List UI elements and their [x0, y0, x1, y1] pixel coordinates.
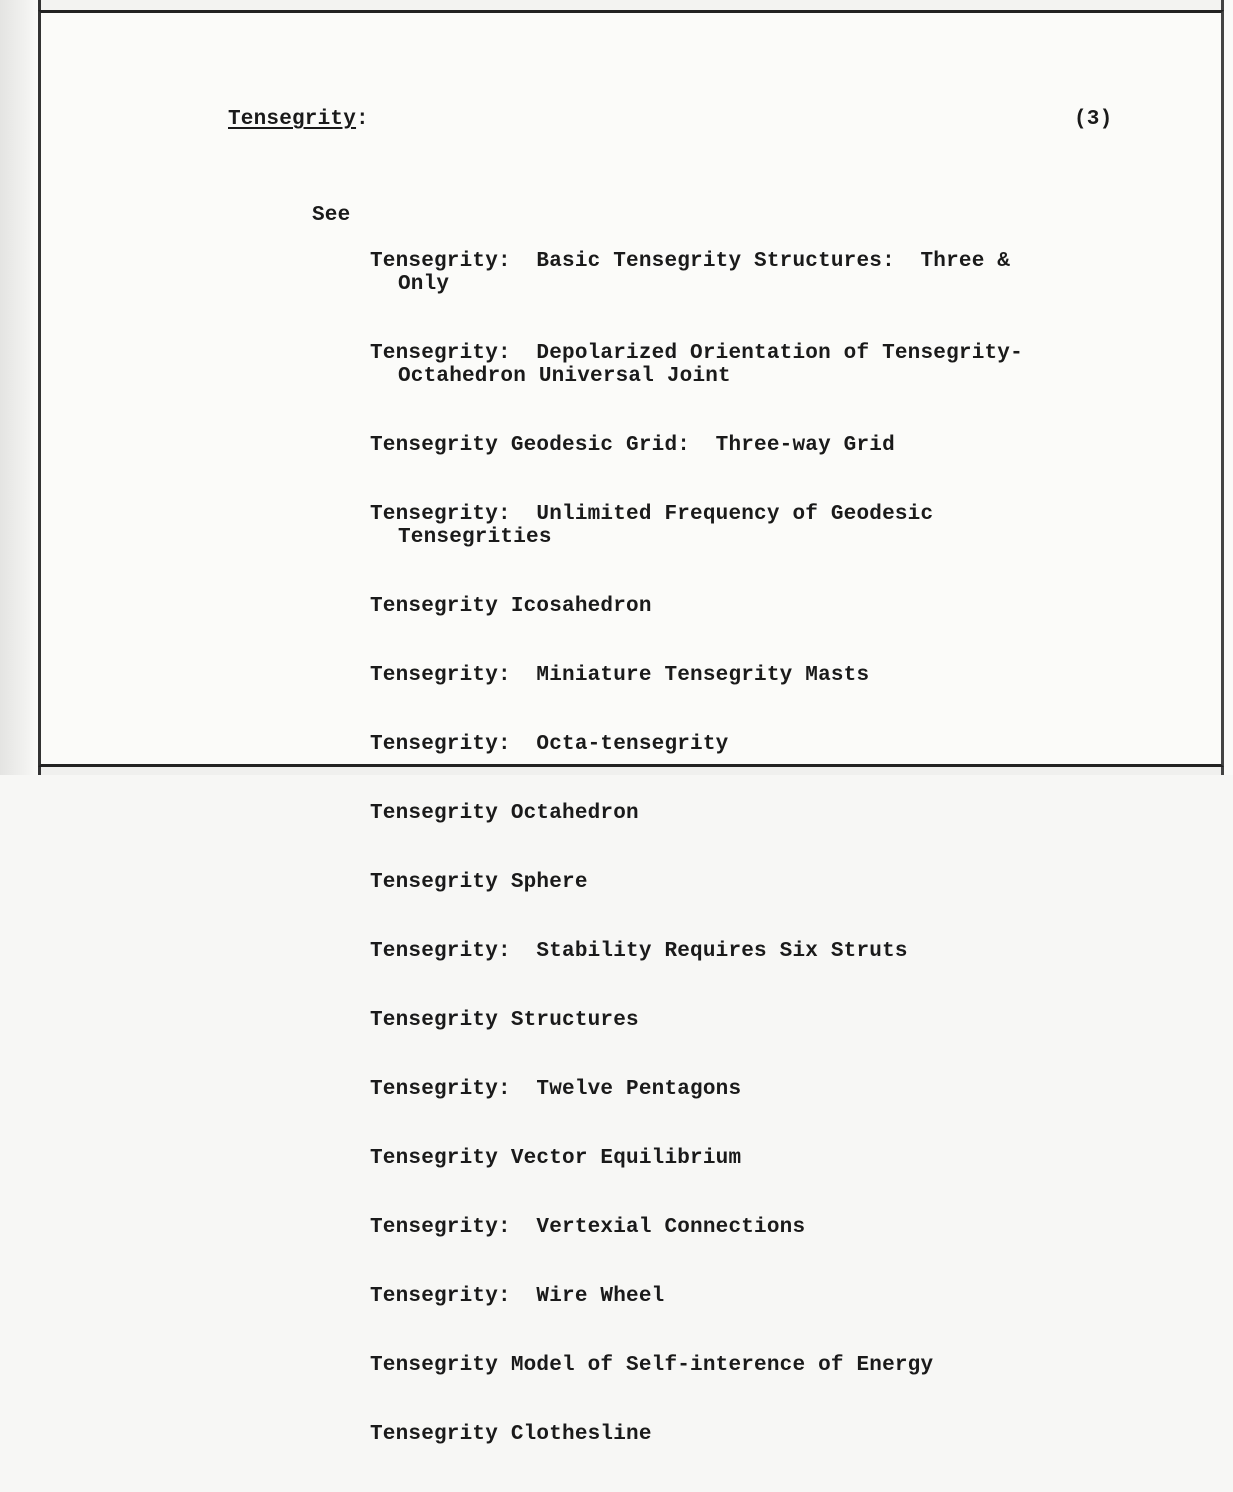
- list-item: [370, 802, 1023, 825]
- list-item: [370, 1078, 1023, 1101]
- previous-card-edge: [38, 0, 1224, 10]
- entry-line: Tensegrity: Twelve Pentagons: [370, 1078, 742, 1101]
- list-item: [370, 871, 1023, 894]
- list-item: [370, 940, 1023, 963]
- entry-continuation: Octahedron Universal Joint: [398, 365, 731, 388]
- entry-line: Tensegrity: Octa-tensegrity: [370, 733, 729, 756]
- entry-line: Tensegrity Octahedron: [370, 802, 639, 825]
- entry-line: Tensegrity: Basic Tensegrity Structures: Three &: [370, 250, 1011, 273]
- entry-line: Tensegrity Vector Equilibrium: [370, 1147, 742, 1170]
- entry-line: Tensegrity: Wire Wheel: [370, 1285, 665, 1308]
- cross-reference-list: [370, 204, 1023, 1492]
- card-page-number: (3): [1074, 108, 1113, 131]
- entry-line: Tensegrity: Stability Requires Six Struts: [370, 940, 908, 963]
- entry-line: Tensegrity Structures: [370, 1009, 639, 1032]
- entry-line: Tensegrity Geodesic Grid: Three-way Grid: [370, 434, 895, 457]
- list-item: [370, 664, 1023, 687]
- list-item: [370, 342, 1023, 388]
- entry-continuation: Tensegrities: [398, 526, 552, 549]
- entry-line: Tensegrity: Unlimited Frequency of Geodesic: [370, 503, 934, 526]
- list-item: [370, 733, 1023, 756]
- entry-line: Tensegrity Sphere: [370, 871, 588, 894]
- entry-line: Tensegrity Clothesline: [370, 1423, 652, 1446]
- entry-line: Tensegrity Model of Self-interence of Energy: [370, 1354, 934, 1377]
- list-item: [370, 1216, 1023, 1239]
- list-item: [370, 503, 1023, 549]
- heading-term: Tensegrity: [228, 108, 357, 131]
- entry-continuation: Only: [398, 273, 450, 296]
- scan-margin: [0, 0, 38, 775]
- entry-line: Tensegrity: Depolarized Orientation of Tensegrity-: [370, 342, 1023, 365]
- list-item: [370, 1423, 1023, 1446]
- list-item: [370, 595, 1023, 618]
- entry-line: Tensegrity Icosahedron: [370, 595, 652, 618]
- list-item: [370, 1354, 1023, 1377]
- card-heading: [228, 108, 369, 131]
- next-card-edge: [38, 767, 1224, 775]
- list-item: [370, 1147, 1023, 1170]
- entry-line: Tensegrity: Miniature Tensegrity Masts: [370, 664, 870, 687]
- list-item: [370, 1009, 1023, 1032]
- list-item: [370, 1285, 1023, 1308]
- list-item: [370, 434, 1023, 457]
- entry-line: Tensegrity: Vertexial Connections: [370, 1216, 806, 1239]
- list-item: [370, 250, 1023, 296]
- see-label: See: [312, 204, 351, 227]
- heading-suffix: :: [356, 108, 369, 131]
